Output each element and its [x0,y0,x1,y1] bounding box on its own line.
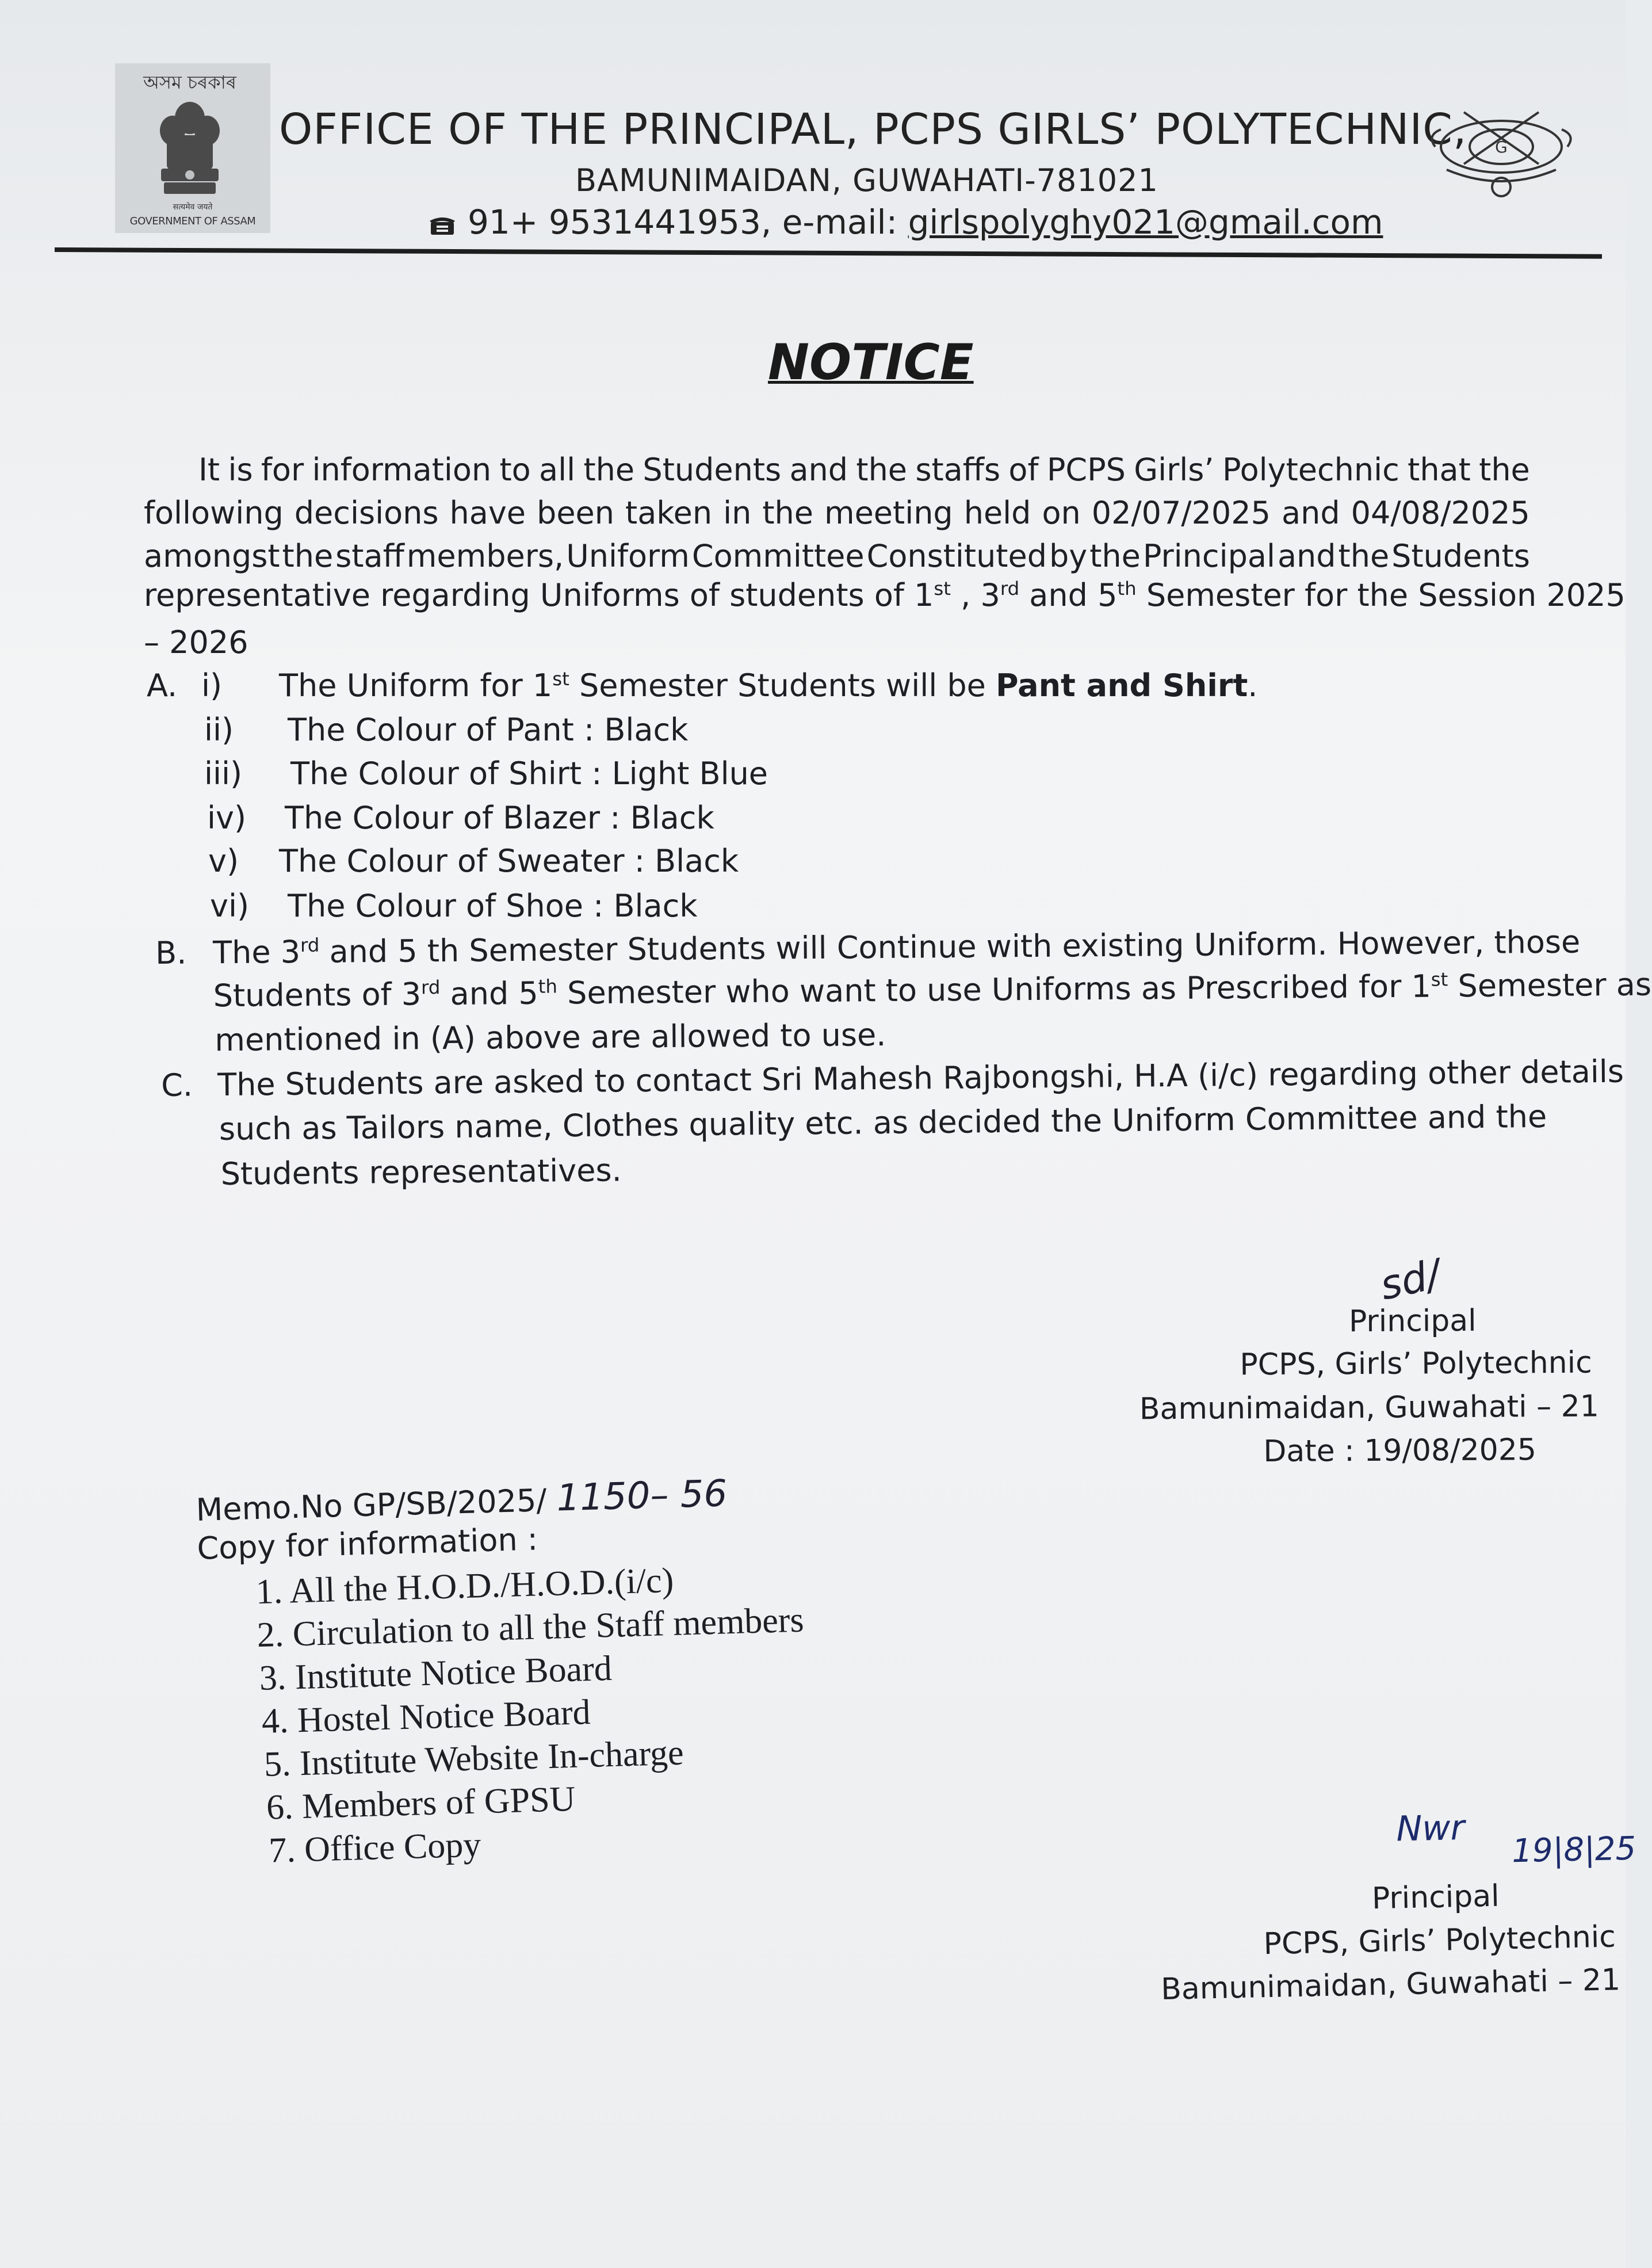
intro-word: Uniform [566,538,690,574]
intro-word: the [583,452,635,488]
intro-word: the [856,452,908,488]
email-link[interactable]: girlspolyghy021@gmail.com [908,203,1383,242]
intro-word: taken [625,495,713,531]
ashoka-emblem-icon [147,95,233,210]
polytechnic-crest-icon [1424,101,1579,207]
intro-word: on [1042,495,1081,531]
intro-word: to [499,452,531,488]
section-c-label: C. [160,1067,193,1104]
list-item-number: vi) [210,888,250,924]
list-item-number: ii) [204,712,234,748]
intro-word: Polytechnic [1222,452,1399,488]
section-c-line-1: The Students are asked to contact Sri Mahesh Rajbongshi, H.A (i/c) regarding other details [217,1053,1624,1104]
notice-title: NOTICE [768,334,974,391]
intro-word: and [1282,495,1340,531]
phone-number: 91+ 9531441953, e-mail: [468,203,908,242]
handwritten-initials: Nwr [1395,1807,1465,1850]
contact-line [429,203,1383,242]
intro-word: Constituted [866,538,1047,574]
section-b-line-3: mentioned in (A) above are allowed to use. [215,1017,886,1059]
emblem-top-text: অসম চৰকাৰ [143,71,236,93]
intro-word: It [198,452,220,488]
copy-list-item: 3. Institute Notice Board [258,1648,613,1698]
signatory-title: Principal [1348,1303,1477,1339]
intro-word: 02/07/2025 [1091,495,1271,531]
copy-list-item: 4. Hostel Notice Board [261,1692,591,1741]
intro-word: meeting [824,495,953,531]
section-b-line-2: Students of 3rd and 5th Semester who want to use Uniforms as Prescribed for 1st Semester as [213,966,1652,1014]
intro-word: is [228,452,253,488]
intro-word: the [1479,452,1530,488]
signatory-title: Principal [1371,1878,1500,1916]
copy-heading: Copy for information : [196,1521,538,1567]
intro-word: PCPS [1046,452,1126,488]
office-address: BAMUNIMAIDAN, GUWAHATI-781021 [575,162,1158,198]
list-item-number: i) [201,667,223,704]
intro-word: the [1338,538,1390,574]
copy-list-item: 5. Institute Website In-charge [263,1733,684,1784]
handwritten-date: 19|8|25 [1511,1830,1636,1870]
signatory-place: Bamunimaidan, Guwahati – 21 [1160,1962,1621,2007]
intro-word: amongst [144,538,280,574]
intro-word: and [1277,538,1336,574]
handwritten-signature: sd/ [1375,1250,1445,1309]
intro-word: staff [335,538,404,574]
intro-word: the [282,538,334,574]
list-item: The Colour of Blazer : Black [285,800,714,836]
intro-word: all [539,452,576,488]
copy-list-item: 7. Office Copy [268,1825,482,1870]
header-divider [55,247,1602,259]
intro-line-1 [198,452,1530,488]
section-c-line-3: Students representatives. [220,1152,622,1193]
section-b-label: B. [155,934,187,971]
intro-word: have [449,495,526,531]
intro-line-3 [144,538,1530,574]
section-c-line-2: such as Tailors name, Clothes quality etc. as decided the Uniform Committee and the [219,1098,1547,1148]
intro-word: held [963,495,1031,531]
list-item-number: v) [208,843,239,879]
intro-word: the [762,495,813,531]
intro-word: information [312,452,492,488]
copy-list-item: 1. All the H.O.D./H.O.D.(i/c) [255,1560,675,1612]
intro-word: in [723,495,752,531]
section-b-line-1: The 3rd and 5 th Semester Students will Continue with existing Uniform. However, those [212,923,1581,971]
intro-word: Students [1391,538,1530,574]
intro-word: the [1089,538,1141,574]
intro-word: decisions [294,495,439,531]
signatory-org: PCPS, Girls’ Polytechnic [1263,1919,1616,1962]
list-item: The Uniform for 1st Semester Students will be Pant and Shirt. [279,667,1258,704]
intro-word: been [537,495,614,531]
intro-word: following [144,495,284,531]
list-item: The Colour of Shoe : Black [288,888,698,924]
intro-word: staffs [915,452,1001,488]
notice-date: Date : 19/08/2025 [1263,1433,1537,1469]
copy-list-item: 2. Circulation to all the Staff members [256,1600,805,1655]
intro-word: for [261,452,304,488]
intro-word: and [789,452,848,488]
signatory-org: PCPS, Girls’ Polytechnic [1240,1345,1592,1383]
intro-word: by [1049,538,1088,574]
section-a-label: A. [147,667,178,704]
list-item: The Colour of Shirt : Light Blue [290,755,768,792]
telephone-icon [429,214,456,236]
handwritten-memo-number: 1150– 56 [556,1472,728,1520]
signatory-place: Bamunimaidan, Guwahati – 21 [1139,1389,1600,1427]
intro-word: Students [643,452,782,488]
list-item: The Colour of Sweater : Black [279,843,739,879]
office-title: OFFICE OF THE PRINCIPAL, PCPS GIRLS’ POLYTECHNIC, [279,105,1467,154]
emblem-motto: सत्यमेव जयते [173,203,213,212]
intro-line-4: representative regarding Uniforms of students of 1st , 3rd and 5th Semester for the Session 2025 [144,577,1626,613]
list-item-number: iii) [204,755,243,792]
intro-line-5: – 2026 [144,624,248,660]
list-item: The Colour of Pant : Black [288,712,689,748]
intro-word: that [1408,452,1471,488]
svg-text:G: G [1495,138,1508,156]
intro-line-2 [144,495,1530,531]
intro-word: of [1008,452,1039,488]
intro-word: Principal [1142,538,1275,574]
emblem-bottom-text: GOVERNMENT OF ASSAM [129,215,256,227]
list-item-number: iv) [207,800,247,836]
memo-number: Memo.No GP/SB/2025/ 1150– 56 [195,1472,728,1528]
intro-word: Girls’ [1134,452,1214,488]
intro-word: 04/08/2025 [1351,495,1530,531]
intro-word: Committee [691,538,865,574]
intro-word: members, [406,538,564,574]
copy-list-item: 6. Members of GPSU [266,1779,576,1827]
